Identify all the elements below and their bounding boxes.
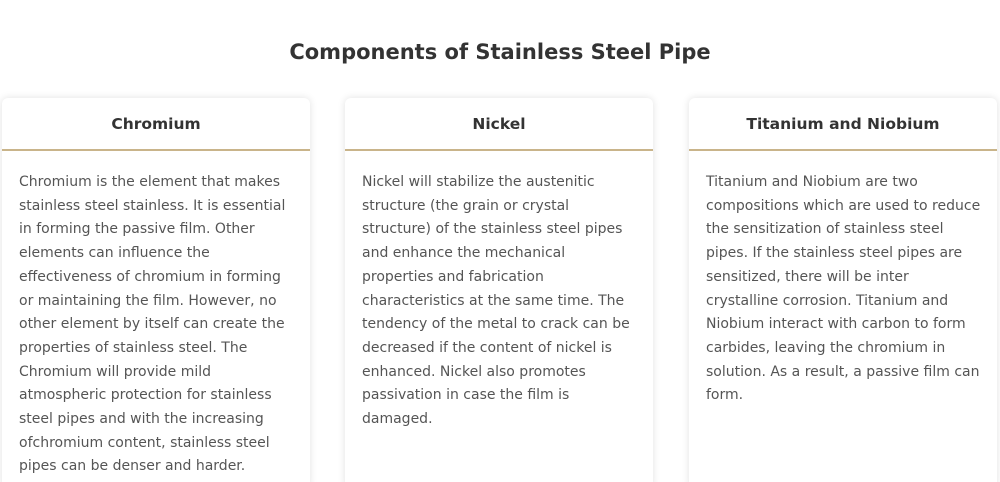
card-nickel: [345, 98, 653, 482]
card-title: Chromium: [2, 98, 310, 151]
page-title: Components of Stainless Steel Pipe: [289, 40, 711, 64]
card-titanium-niobium: [689, 98, 997, 482]
card-text: Chromium is the element that makes stainless steel stainless. It is essential in forming the passive film. Other elements can influence the effectiveness of chromium in forming or maintaining the film. However, no other element by itself can create the properties of stainless steel. The Chromium will provide mild atmospheric protection for stainless steel pipes and with the increasing ofchromium content, stainless steel pipes can be denser and harder.: [19, 174, 286, 475]
card-chromium: [2, 98, 310, 482]
card-title: Titanium and Niobium: [689, 98, 997, 151]
card-text: Titanium and Niobium are two compositions which are used to reduce the sensitization of stainless steel pipes. If the stainless steel pipes are sensitized, there will be inter crystalline corrosion. Titanium and Niobium interact with carbon to form carbides, leaving the chromium in solution. As a result, a passive film can form.: [706, 174, 981, 404]
cards-container: [2, 98, 998, 482]
card-text: Nickel will stabilize the austenitic structure (the grain or crystal structure) of the stainless steel pipes and enhance the mechanical properties and fabrication characteristics at the same time. The tendency of the metal to crack can be decreased if the content of nickel is enhanced. Nickel also promotes passivation in case the film is damaged.: [362, 174, 630, 428]
card-title: Nickel: [345, 98, 653, 151]
